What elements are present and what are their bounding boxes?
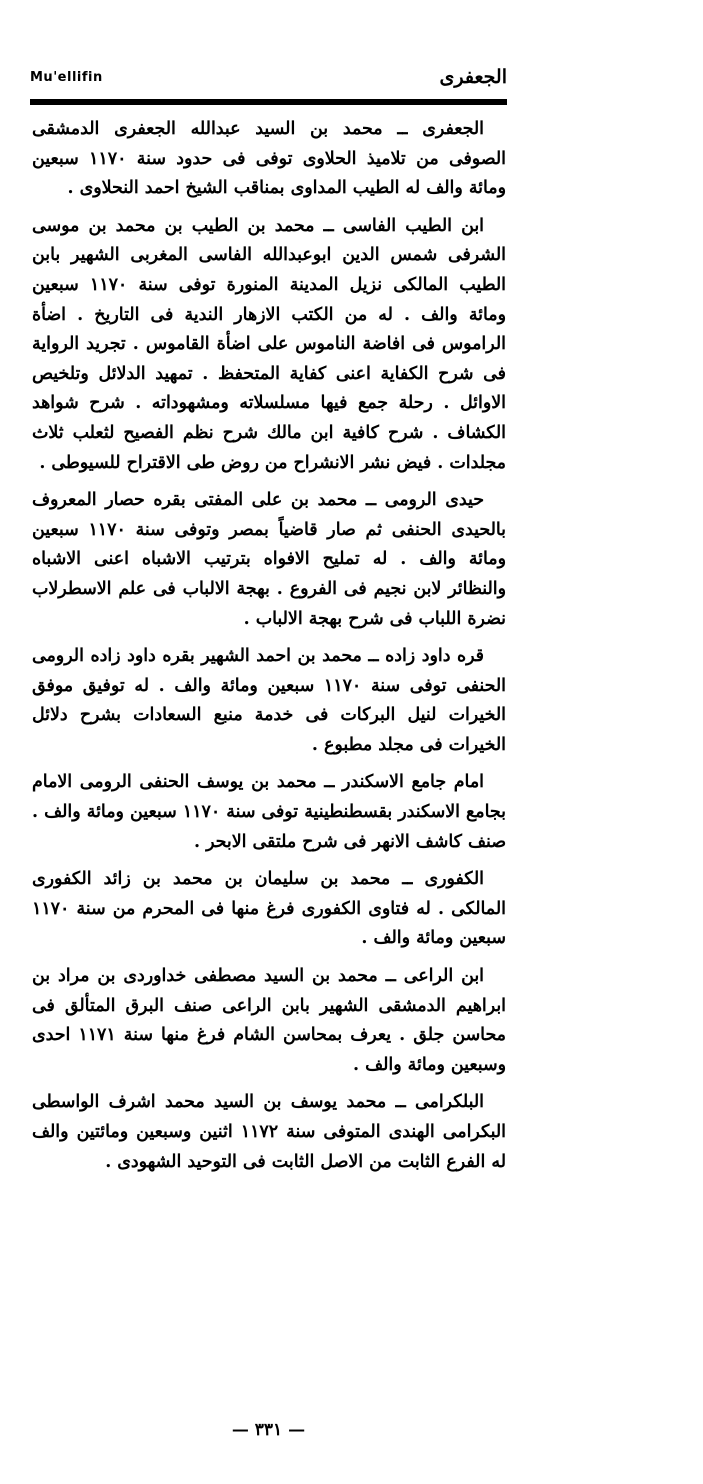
running-head-right: الجعفرى <box>439 66 507 88</box>
running-head <box>30 66 507 98</box>
entry-haydi-al-rumi: حيدى الرومى ــ محمد بن على المفتى بقره حصار المعروف بالحيدى الحنفى ثم صار قاضياً بمصر وتوفى سنة ١١٧٠ سبعين ومائة والف . له تمليح الافواه بترتيب الاشباه اعنى الاشباه والنظائر لابن نجيم فى الفروع . بهجة الالباب فى علم الاسطرلاب نضرة اللباب فى شرح بهجة الالباب . <box>32 490 507 629</box>
running-head-left: Mu'ellifin <box>30 70 103 85</box>
entry-jafari: الجعفرى ــ محمد بن السيد عبدالله الجعفرى الدمشقى الصوفى من تلاميذ الحلاوى توفى فى حدود سنة ١١٧٠ سبعين ومائة والف له الطيب المداوى بمناقب الشيخ احمد النحلاوى . <box>32 119 507 199</box>
header-rule <box>30 99 507 105</box>
entry-qara-davud-zade: قره داود زاده ــ محمد بن احمد الشهير بقره داود زاده الرومى الحنفى توفى سنة ١١٧٠ سبعين ومائة والف . له توفيق موفق الخيرات لنيل البركات فى خدمة منبع السعادات بشرح دلائل الخيرات فى مجلد مطبوع . <box>32 646 506 755</box>
entry-imam-jami-al-iskandar: امام جامع الاسكندر ــ محمد بن يوسف الحنفى الرومى الامام بجامع الاسكندر بقسطنطينية توفى سنة ١١٧٠ سبعين ومائة والف . صنف كاشف الانهر فى شرح ملتقى الابحر . <box>32 772 506 852</box>
entry-al-bilgrami: البلكرامى ــ محمد يوسف بن السيد محمد اشرف الواسطى البكرامى الهندى المتوفى سنة ١١٧٢ اثنين وسبعين ومائتين والف له الفرع الثابت من الاصل الثابت فى التوحيد الشهودى . <box>32 1092 506 1172</box>
page-number: — ٣٣١ — <box>231 1420 306 1440</box>
entry-al-kafawri: الكفورى ــ محمد بن سليمان بن محمد بن زائد الكفورى المالكى . له فتاوى الكفورى فرغ منها فى المحرم من سنة ١١٧٠ سبعين ومائة والف . <box>32 869 506 949</box>
body-text <box>32 115 506 1185</box>
entry-ibn-al-rai: ابن الراعى ــ محمد بن السيد مصطفى خداوردى بن مراد بن ابراهيم الدمشقى الشهير بابن الراعى صنف البرق المتألق فى محاسن جلق . يعرف بمحاسن الشام فرغ منها سنة ١١٧١ احدى وسبعين ومائة والف . <box>32 966 506 1075</box>
entry-ibn-al-tayyib-al-fasi: ابن الطيب الفاسى ــ محمد بن الطيب بن محمد بن موسى الشرفى شمس الدين ابوعبدالله الفاسى المغربى الشهير بابن الطيب المالكى نزيل المدينة المنورة توفى سنة ١١٧٠ سبعين ومائة والف . له من الكتب الازهار الندية فى التاريخ . اضأة الراموس فى افاضة الناموس على اضأة القاموس . تجريد الرواية فى شرح الكفاية اعنى كفاية المتحفظ . تمهيد الدلائل وتلخيص الاوائل . رحلة جمع فيها مسلسلاته ومشهوداته . شرح شواهد الكشاف . شرح كافية ابن مالك شرح نظم الفصيح لثعلب ثلاث مجلدات . فيض نشر الانشراح من روض طى الاقتراح للسيوطى . <box>32 215 507 473</box>
